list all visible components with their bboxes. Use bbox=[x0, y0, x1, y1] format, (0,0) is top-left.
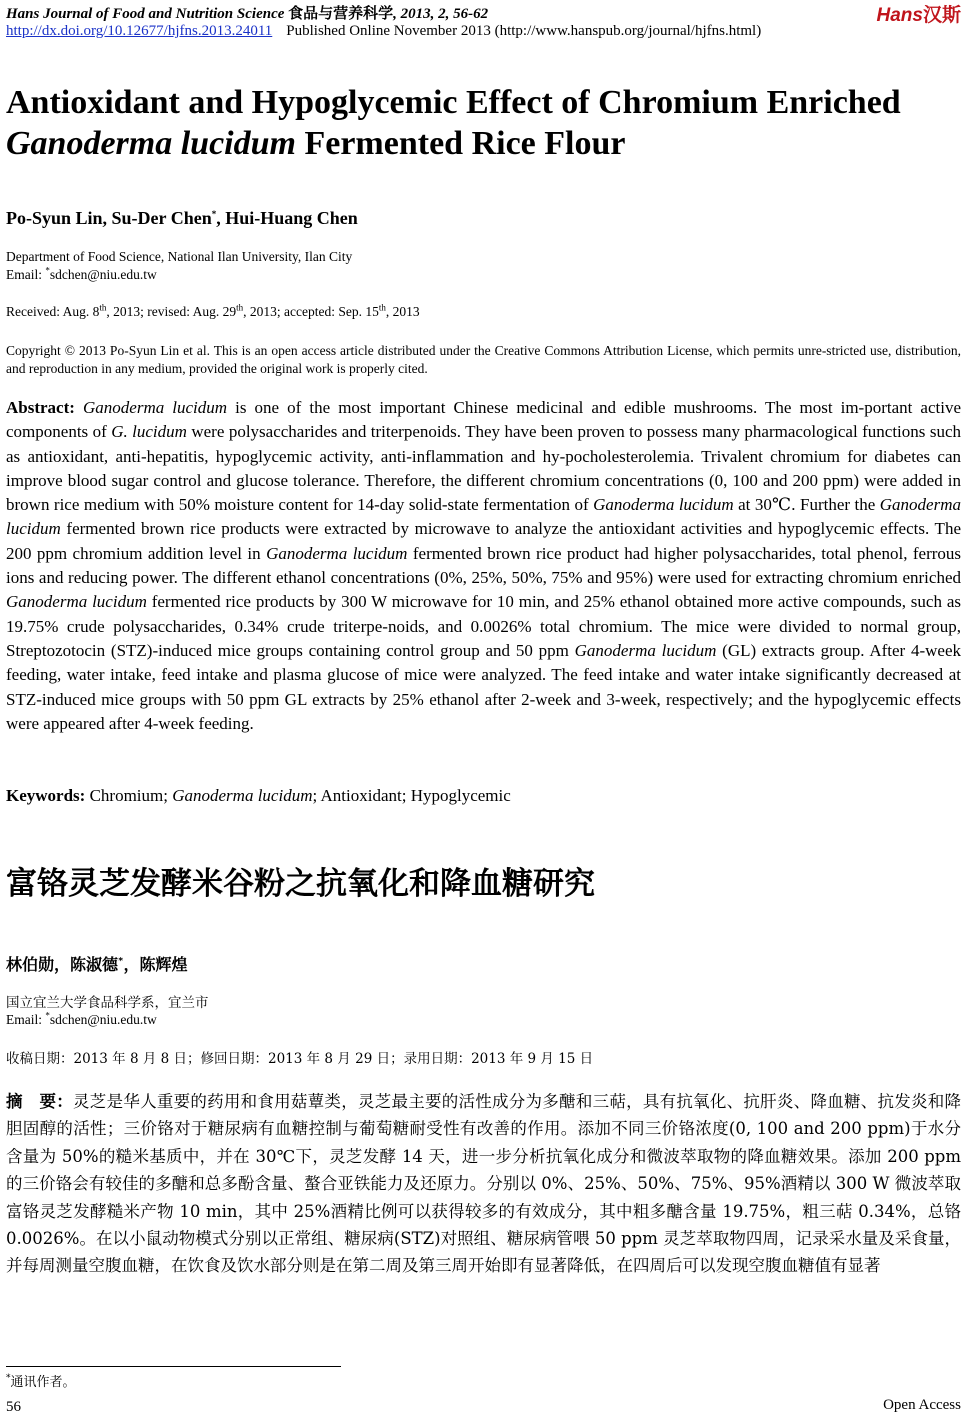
cn-corresponding-mark: * bbox=[118, 956, 124, 967]
ordinal-sup: th bbox=[378, 302, 386, 313]
species-name: Ganoderma lucidum bbox=[593, 495, 734, 515]
email-link[interactable]: sdchen@niu.edu.tw bbox=[49, 267, 157, 282]
keywords bbox=[6, 786, 511, 806]
species-name: Ganoderma lucidum bbox=[574, 640, 717, 660]
species-name: G. lucidum bbox=[111, 422, 187, 442]
paper-title bbox=[6, 82, 961, 164]
ordinal-sup: th bbox=[99, 302, 107, 313]
abstract-text: is one of the most important Chinese medicinal and edible mushrooms. The most im-portant active components of bbox=[6, 398, 962, 442]
abstract-text: (GL) extracts group. After 4-week feeding, water intake, feed intake and plasma glucose of mice were analyzed. The feed intake and water intake significantly decreased at STZ-induced mice groups with 50 ppm GL extracts by 25% ethanol after 2-week and 3-week, respectively; and the hypoglycemic effects were appeared after 4-week feeding. bbox=[6, 640, 961, 733]
chinese-title: 富铬灵芝发酵米谷粉之抗氧化和降血糖研究 bbox=[6, 866, 595, 902]
abstract bbox=[6, 396, 961, 736]
species-name: Ganoderma lucidum bbox=[6, 495, 961, 539]
footnote-text: 通讯作者。 bbox=[10, 1375, 76, 1390]
keyword-text: ; Antioxidant; Hypoglycemic bbox=[312, 786, 511, 805]
abstract-text: were polysaccharides and triterpenoids. They have been proven to possess many pharmacological functions such as antioxidant, anti-hepatitis, hypoglycemic activity, anti-inflammation and hy-pocholesterolemia. Trivalent chromium for diabetes can improve blood sugar control and glucose tolerance. Therefore, the different chromium concentrations (0, 100 and 200 ppm) were added in brown rice medium with 50% moisture content for 14-day solid-state fermentation of bbox=[6, 422, 961, 515]
footnote bbox=[6, 1371, 76, 1390]
doi-link[interactable]: http://dx.doi.org/10.12677/hjfns.2013.24011 bbox=[6, 23, 273, 39]
chinese-abstract-label: 摘 要： bbox=[6, 1092, 74, 1111]
email-label: Email: bbox=[6, 1012, 46, 1027]
footnote-star: * bbox=[6, 1373, 11, 1384]
abstract-text: fermented brown rice products were extracted by microwave to analyze the antioxidant activities and hypoglycemic effects. The 200 ppm chromium addition level in bbox=[6, 519, 961, 563]
journal-name-cn: 食品与营养科学 bbox=[288, 6, 394, 22]
corresponding-mark: * bbox=[211, 209, 217, 219]
abstract-text: at 30℃. Further the bbox=[733, 495, 880, 515]
keywords-label: Keywords: bbox=[6, 786, 86, 805]
footnote-divider bbox=[6, 1366, 341, 1367]
species-name: Ganoderma lucidum bbox=[83, 398, 228, 417]
title-text-end: Fermented Rice Flour bbox=[295, 125, 626, 162]
publisher-logo bbox=[877, 0, 961, 27]
chinese-abstract bbox=[6, 1088, 961, 1280]
chinese-email-line bbox=[6, 1012, 157, 1028]
chinese-abstract-text: 灵芝是华人重要的药用和食用菇蕈类，灵芝最主要的活性成分为多醣和三萜，具有抗氧化、抗肝炎、降血糖、抗发炎和降胆固醇的活性；三价铬对于糖尿病有血糖控制与葡萄糖耐受性有改善的作用。添加不同三价铬浓度(0, 100 and 200 ppm)于水分含量为 50%的糙米基质中，并在 30℃下，灵芝发酵 14 天，进一步分析抗氧化成分和微波萃取物的降血糖效果。添加 200 ppm 的三价铬会有较佳的多醣和总多酚含量、螯合亚铁能力及还原力。分别以 0%、25%、50%、75%、95%酒精以 300 W 微波萃取富铬灵芝发酵糙米产物 10 min，其中 25%酒精比例可以获得较多的有效成分，其中粗多醣含量 19.75%，粗三萜 0.34%，总铬 0.0026%。在以小鼠动物模式分别以正常组、糖尿病(STZ)对照组、糖尿病管喂 50 ppm 灵芝萃取物四周，记录采水量及采食量，并每周测量空腹血糖，在饮食及饮水部分则是在第二周及第三周开始即有显著降低，在四周后可以发现空腹血糖值有显著 bbox=[6, 1092, 962, 1276]
keyword-text: Chromium; bbox=[85, 786, 173, 805]
email-label: Email: bbox=[6, 267, 46, 282]
abstract-text: fermented rice products by 300 W microwave for 10 min, and 25% ethanol obtained more active compounds, such as 19.75% crude polysaccharides, 0.34% crude triterpe-noids, and 0.0026% total chromium. The mice were divided to normal group, Streptozotocin (STZ)-induced mice groups containing control group and 50 ppm bbox=[6, 592, 961, 660]
abstract-label: Abstract: bbox=[6, 398, 75, 417]
published-info: Published Online November 2013 (http://www.hanspub.org/journal/hjfns.html) bbox=[286, 23, 762, 39]
copyright-notice: Copyright © 2013 Po-Syun Lin et al. This is an open access article distributed under the Creative Commons Attribution License, which permits unre-stricted use, distribution, and reproduction in any medium, provided the original work is properly cited. bbox=[6, 343, 961, 376]
page-number: 56 bbox=[6, 1399, 21, 1415]
received-part: Received: Aug. 8 bbox=[6, 304, 100, 319]
chinese-dates: 收稿日期：2013 年 8 月 8 日；修回日期：2013 年 8 月 29 日；录用日期：2013 年 9 月 15 日 bbox=[6, 1051, 594, 1067]
accepted-part: , 2013; accepted: Sep. 15 bbox=[243, 304, 379, 319]
logo-text-cn: 汉斯 bbox=[922, 5, 961, 26]
ordinal-sup: th bbox=[236, 302, 244, 313]
title-text: Antioxidant and Hypoglycemic Effect of Chromium Enriched bbox=[6, 84, 901, 121]
revised-part: , 2013; revised: Aug. 29 bbox=[106, 304, 237, 319]
journal-issue: , 2013, 2, 56-62 bbox=[393, 6, 489, 22]
cn-authors-text: 林伯勋，陈淑德 bbox=[6, 955, 119, 974]
affiliation: Department of Food Science, National Ilan University, Ilan City bbox=[6, 249, 353, 264]
chinese-authors bbox=[6, 952, 187, 975]
open-access-label: Open Access bbox=[883, 1397, 961, 1413]
keyword-species: Ganoderma lucidum bbox=[172, 786, 313, 805]
species-name: Ganoderma lucidum bbox=[6, 592, 147, 612]
email-line bbox=[6, 267, 157, 283]
chinese-affiliation: 国立宜兰大学食品科学系，宜兰市 bbox=[6, 995, 209, 1011]
authors-text: Po-Syun Lin, Su-Der Chen bbox=[6, 208, 212, 228]
journal-header bbox=[6, 2, 488, 23]
abstract-text: fermented brown rice product had higher polysaccharides, total phenol, ferrous ions and reducing power. The different ethanol concentrations (0%, 25%, 50%, 75% and 95%) were used for extracting chromium enriched bbox=[6, 543, 962, 588]
title-species: Ganoderma lucidum bbox=[6, 125, 296, 162]
species-name: Ganoderma lucidum bbox=[266, 543, 408, 563]
email-star: * bbox=[45, 265, 50, 276]
year-part: , 2013 bbox=[385, 304, 420, 319]
cn-authors-text-end: ，陈辉煌 bbox=[123, 955, 188, 974]
email-link[interactable]: sdchen@niu.edu.tw bbox=[49, 1012, 157, 1027]
authors-text-end: , Hui-Huang Chen bbox=[216, 208, 358, 228]
received-dates bbox=[6, 304, 420, 320]
logo-text: Hans bbox=[876, 5, 923, 26]
doi-line bbox=[6, 23, 761, 40]
journal-name: Hans Journal of Food and Nutrition Science bbox=[6, 6, 285, 22]
email-star: * bbox=[45, 1010, 50, 1021]
author-list bbox=[6, 208, 358, 229]
